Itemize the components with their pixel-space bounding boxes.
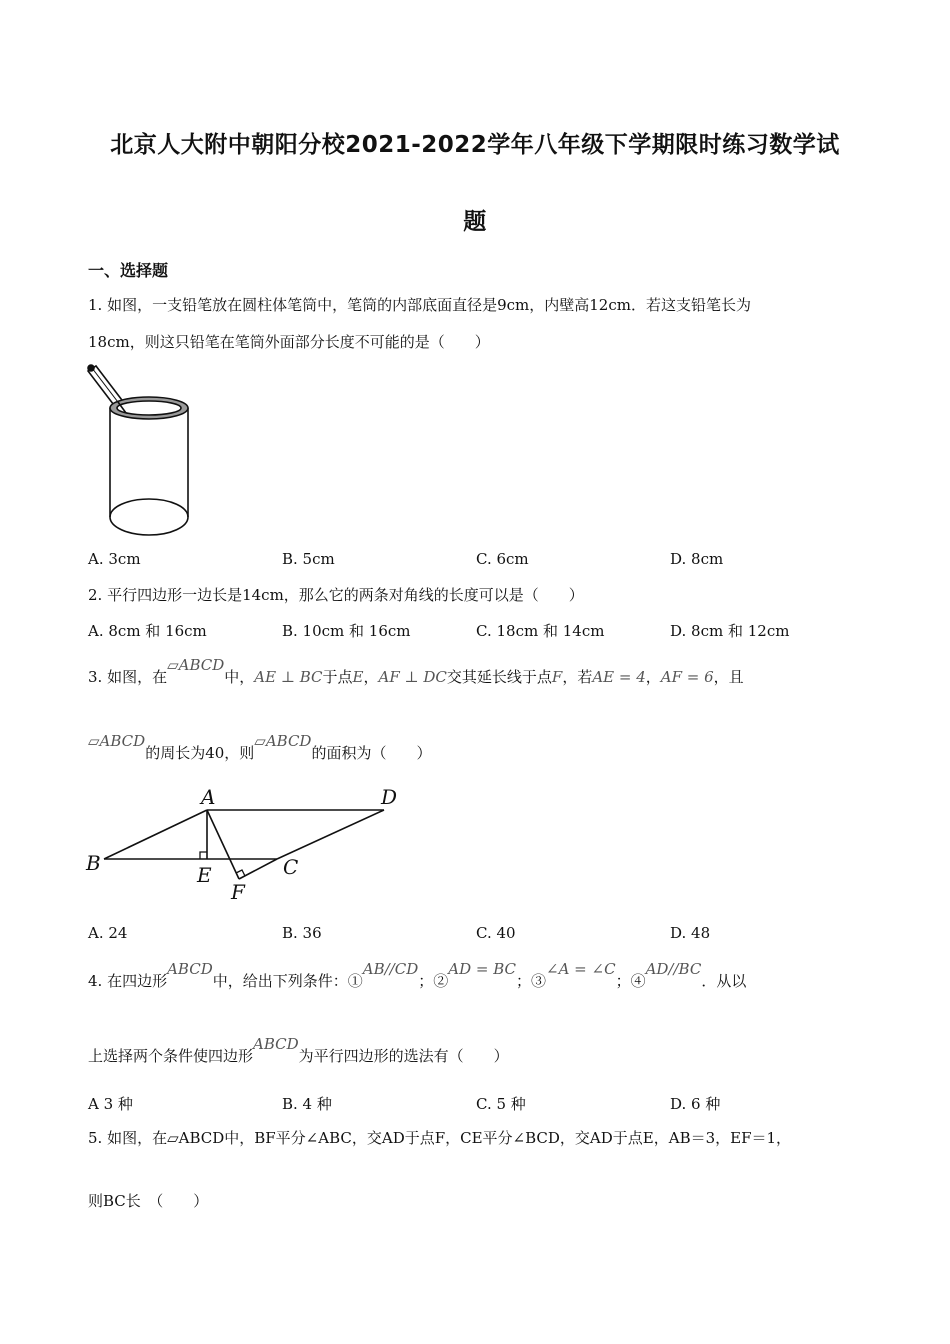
q3-math: F bbox=[551, 668, 563, 686]
page-title-line1: 北京人大附中朝阳分校2021-2022学年八年级下学期限时练习数学试 bbox=[110, 132, 840, 158]
q4-text-part: ；④ bbox=[615, 972, 646, 990]
label-b: B bbox=[86, 851, 101, 875]
label-c: C bbox=[283, 855, 299, 879]
q4-math: AB//CD bbox=[362, 960, 419, 978]
q4-text-part: 上选择两个条件使四边形 bbox=[88, 1047, 254, 1065]
q2-option-b[interactable]: B. 10cm 和 16cm bbox=[282, 622, 411, 640]
q5-text-line1: 5. 如图，在▱ABCD中，BF平分∠ABC，交AD于点F，CE平分∠BCD，交AD于点E，AB＝3，EF＝1， bbox=[88, 1129, 792, 1147]
section-heading: 一、选择题 bbox=[88, 261, 169, 280]
label-e: E bbox=[197, 863, 212, 887]
q4-math: ABCD bbox=[167, 960, 213, 978]
q1-text-line2: 18cm，则这只铅笔在笔筒外面部分长度不可能的是（ ） bbox=[88, 333, 490, 351]
q3-text-part: 的面积为（ ） bbox=[311, 744, 432, 762]
q3-option-d[interactable]: D. 48 bbox=[670, 924, 711, 942]
q1-option-c[interactable]: C. 6cm bbox=[476, 550, 529, 568]
label-f: F bbox=[231, 880, 245, 904]
q1-option-b[interactable]: B. 5cm bbox=[282, 550, 335, 568]
q3-math: ▱ABCD bbox=[88, 732, 146, 750]
q4-option-a[interactable]: A 3 种 bbox=[88, 1095, 133, 1113]
q3-option-c[interactable]: C. 40 bbox=[476, 924, 516, 942]
q3-option-a[interactable]: A. 24 bbox=[88, 924, 128, 942]
q3-text-part: ，且 bbox=[713, 668, 744, 686]
q3-text-part: 交其延长线于点 bbox=[446, 668, 552, 686]
q4-option-d[interactable]: D. 6 种 bbox=[670, 1095, 721, 1113]
q4-text-part: ．从以 bbox=[701, 972, 747, 990]
q3-math: ▱ABCD bbox=[254, 732, 312, 750]
q3-math: AE ⊥ BC bbox=[254, 668, 323, 686]
page-title-line2: 题 bbox=[463, 209, 487, 235]
q2-option-d[interactable]: D. 8cm 和 12cm bbox=[670, 622, 790, 640]
q4-text-line2 bbox=[88, 1035, 509, 1066]
q4-text-part: ；③ bbox=[515, 972, 546, 990]
q3-text-part: ， bbox=[645, 668, 661, 686]
q3-math: E bbox=[352, 668, 364, 686]
q4-math: AD = BC bbox=[448, 960, 516, 978]
q1-option-d[interactable]: D. 8cm bbox=[670, 550, 724, 568]
q3-option-b[interactable]: B. 36 bbox=[282, 924, 322, 942]
q4-option-b[interactable]: B. 4 种 bbox=[282, 1095, 332, 1113]
q3-math: AF ⊥ DC bbox=[378, 668, 447, 686]
q4-text-part: ；② bbox=[418, 972, 449, 990]
q3-text-part: 中， bbox=[224, 668, 255, 686]
q4-text-line1 bbox=[88, 960, 747, 991]
q4-math: AD//BC bbox=[645, 960, 702, 978]
label-a: A bbox=[201, 785, 216, 809]
q3-text-part: 的周长为40，则 bbox=[145, 744, 255, 762]
q1-option-a[interactable]: A. 3cm bbox=[88, 550, 141, 568]
q4-text-part: 4. 在四边形 bbox=[88, 972, 168, 990]
label-d: D bbox=[381, 785, 398, 809]
q3-text-part: ，若 bbox=[562, 668, 593, 686]
q2-option-a[interactable]: A. 8cm 和 16cm bbox=[88, 622, 207, 640]
q5-text-line2: 则BC长 （ ） bbox=[88, 1192, 209, 1210]
q3-math: ▱ABCD bbox=[167, 656, 225, 674]
q3-math: AE = 4 bbox=[592, 668, 646, 686]
q2-option-c[interactable]: C. 18cm 和 14cm bbox=[476, 622, 605, 640]
q3-math: AF = 6 bbox=[660, 668, 714, 686]
q3-text-part: 于点 bbox=[322, 668, 353, 686]
q4-option-c[interactable]: C. 5 种 bbox=[476, 1095, 526, 1113]
q4-math: ∠A = ∠C bbox=[546, 960, 616, 978]
q2-text: 2. 平行四边形一边长是14cm，那么它的两条对角线的长度可以是（ ） bbox=[88, 586, 584, 604]
q3-text-part: 3. 如图，在 bbox=[88, 668, 168, 686]
q4-math: ABCD bbox=[253, 1035, 299, 1053]
q3-text-part: ， bbox=[363, 668, 379, 686]
q1-text-line1: 1. 如图，一支铅笔放在圆柱体笔筒中，笔筒的内部底面直径是9cm，内壁高12cm．若这支铅笔长为 bbox=[88, 296, 751, 314]
q4-text-part: 为平行四边形的选法有（ ） bbox=[298, 1047, 509, 1065]
q4-text-part: 中，给出下列条件：① bbox=[212, 972, 363, 990]
